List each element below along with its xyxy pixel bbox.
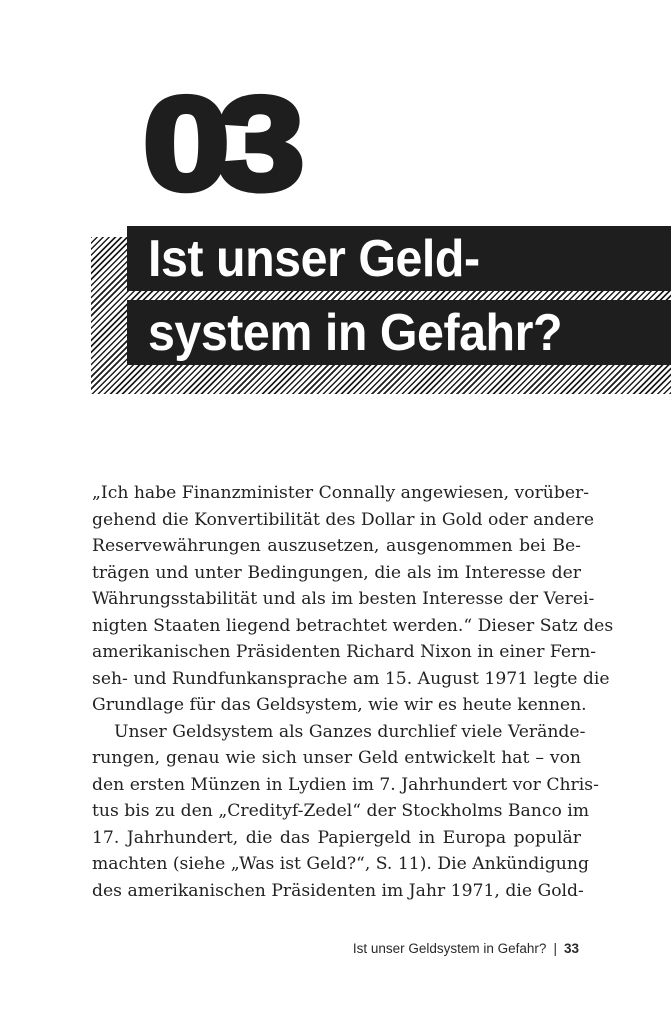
running-title: Ist unser Geldsystem in Gefahr? [352, 941, 547, 956]
text-line: Unser Geldsystem als Ganzes durchlief viele Verände- [114, 721, 586, 742]
text-line: Reservewährungen auszusetzen, ausgenommen bei Be- [92, 536, 581, 556]
title-bar-1 [127, 226, 671, 291]
footer-separator: | [553, 941, 557, 956]
text-line: den ersten Münzen in Lydien im 7. Jahrhundert vor Chris- [92, 774, 599, 795]
body-text [92, 480, 614, 904]
text-line: 17. Jahrhundert, die das Papiergeld in Europa populär [92, 827, 581, 848]
chapter-number: 03 [143, 70, 293, 217]
text-line: rungen, genau wie sich unser Geld entwickelt hat – von [92, 748, 581, 768]
text-line: gehend die Konvertibilität des Dollar in Gold oder andere [92, 509, 595, 530]
text-line: seh- und Rundfunkansprache am 15. August 1971 legte die [92, 668, 610, 689]
chapter-title-line-2: system in Gefahr? [148, 304, 563, 362]
text-line: des amerikanischen Präsidenten im Jahr 1971, die Gold- [92, 880, 584, 901]
text-line: amerikanischen Präsidenten Richard Nixon in einer Fern- [92, 642, 597, 662]
paragraph-1 [92, 480, 614, 719]
title-bar-2 [127, 300, 671, 365]
text-line: Grundlage für das Geldsystem, wie wir es heute kennen. [92, 695, 587, 715]
text-line: machten (siehe „Was ist Geld?“, S. 11). Die Ankündigung [92, 854, 589, 874]
text-line: „Ich habe Finanzminister Connally angewiesen, vorüber- [92, 483, 590, 503]
chapter-title-block [91, 226, 671, 394]
page-number: 33 [563, 941, 579, 956]
text-line: Währungsstabilität und als im besten Interesse der Verei- [92, 589, 595, 609]
text-line: trägen und unter Bedingungen, die als im Interesse der [92, 562, 581, 583]
text-line: tus bis zu den „Credityf-Zedel“ der Stockholms Banco im [92, 801, 590, 821]
chapter-title-line-1: Ist unser Geld- [148, 230, 480, 288]
text-line: nigten Staaten liegend betrachtet werden.“ Dieser Satz des [92, 615, 614, 636]
page-footer [353, 941, 579, 956]
paragraph-2 [92, 719, 599, 905]
